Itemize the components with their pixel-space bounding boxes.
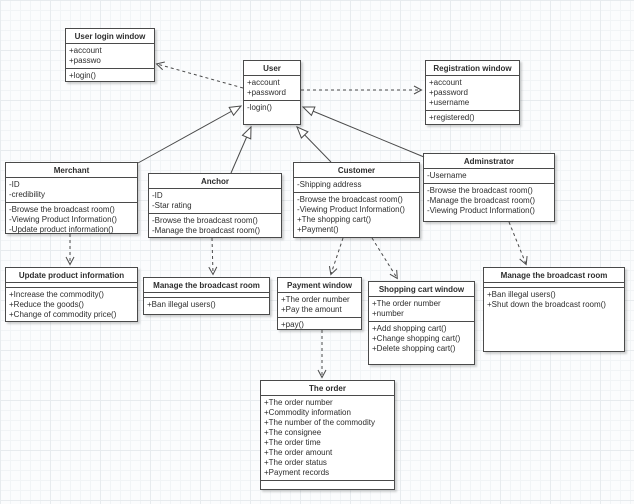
class-manage-broadcast-room-right[interactable] [483, 267, 625, 352]
method: +login() [69, 71, 96, 80]
connector-anchor-to-user[interactable] [231, 127, 251, 173]
method: +Increase the commodity() [9, 290, 104, 299]
class-customer[interactable] [293, 162, 420, 238]
class-title: Manage the broadcast room [153, 281, 260, 290]
attribute: +The order number [372, 299, 441, 308]
class-title: Customer [337, 166, 376, 175]
method: -Update product information() [9, 225, 114, 234]
attribute: -Shipping address [297, 180, 362, 189]
class-manage-broadcast-room-left[interactable] [143, 277, 270, 315]
method: +pay() [281, 320, 304, 329]
method: -Manage the broadcast room() [427, 196, 536, 205]
method: +Payment() [297, 225, 339, 234]
method: -Viewing Product Information() [427, 206, 535, 215]
method: +Ban illegal users() [147, 300, 216, 309]
class-payment-window[interactable] [277, 277, 362, 330]
class-attributes [424, 168, 554, 183]
method: -Manage the broadcast room() [152, 226, 261, 235]
class-user[interactable] [243, 60, 301, 125]
attribute: -Username [427, 171, 467, 180]
class-title: User login window [74, 32, 146, 41]
attribute: +passwo [69, 56, 101, 65]
class-attributes [6, 177, 137, 202]
attribute: +The order status [264, 458, 327, 467]
method: +The shopping cart() [297, 215, 372, 224]
connector-adminstrator-to-manage-broadcast-room[interactable] [509, 222, 526, 264]
method: +Reduce the goods() [9, 300, 84, 309]
connector-user-to-login-window[interactable] [157, 64, 243, 88]
class-title: Anchor [201, 177, 229, 186]
class-registration-window[interactable] [425, 60, 520, 125]
class-the-order[interactable] [260, 380, 395, 490]
class-title: Registration window [433, 64, 512, 73]
class-attributes [369, 296, 474, 321]
class-title: User [263, 64, 281, 73]
attribute: +password [247, 88, 286, 97]
method: -Browse the broadcast room() [297, 195, 403, 204]
class-methods [426, 110, 519, 125]
attribute: -ID [152, 191, 163, 200]
attribute: +Commodity information [264, 408, 351, 417]
attribute: +account [247, 78, 280, 87]
method: +Delete shopping cart() [372, 344, 456, 353]
class-update-product-information[interactable] [5, 267, 138, 322]
class-methods [294, 192, 419, 237]
class-methods [144, 297, 269, 314]
class-methods [6, 287, 137, 322]
class-adminstrator[interactable] [423, 153, 555, 222]
class-methods [424, 183, 554, 221]
class-methods [261, 480, 394, 489]
class-attributes [294, 177, 419, 192]
attribute: +number [372, 309, 404, 318]
method: -Browse the broadcast room() [9, 205, 115, 214]
method: +Change of commodity price() [9, 310, 117, 319]
method: +registered() [429, 113, 475, 122]
class-attributes [66, 43, 154, 68]
method: +Add shopping cart() [372, 324, 447, 333]
method: -login() [247, 103, 272, 112]
attribute: +password [429, 88, 468, 97]
method: +Shut down the broadcast room() [487, 300, 606, 309]
class-methods [484, 287, 624, 351]
class-methods [149, 213, 281, 238]
class-title: Adminstrator [463, 157, 515, 166]
connector-anchor-to-manage-broadcast-room[interactable] [212, 238, 213, 274]
class-anchor[interactable] [148, 173, 282, 238]
method: +Ban illegal users() [487, 290, 556, 299]
class-methods [66, 68, 154, 83]
class-attributes [244, 75, 300, 100]
attribute: +The order amount [264, 448, 333, 457]
class-title: Shopping cart window [378, 285, 465, 294]
method: -Viewing Product Information() [297, 205, 405, 214]
method: -Browse the broadcast room() [152, 216, 258, 225]
class-title: Manage the broadcast room [500, 271, 608, 280]
class-attributes [149, 188, 281, 213]
connector-adminstrator-to-user[interactable] [303, 107, 424, 157]
class-attributes [426, 75, 519, 110]
class-merchant[interactable] [5, 162, 138, 234]
connector-merchant-to-user[interactable] [138, 106, 241, 163]
class-title: Merchant [53, 166, 90, 175]
attribute: +Payment records [264, 468, 330, 477]
attribute: +The order time [264, 438, 321, 447]
class-methods [6, 202, 137, 237]
attribute: +The order number [281, 295, 350, 304]
class-title: The order [309, 384, 346, 393]
connector-customer-to-payment-window[interactable] [331, 238, 343, 274]
class-attributes [261, 395, 394, 480]
attribute: +The order number [264, 398, 333, 407]
class-methods [244, 100, 300, 124]
attribute: +account [429, 78, 462, 87]
class-attributes [278, 292, 361, 317]
class-user-login-window[interactable] [65, 28, 155, 82]
attribute: +The consignee [264, 428, 322, 437]
method: -Browse the broadcast room() [427, 186, 533, 195]
attribute: -credibility [9, 190, 46, 199]
connector-customer-to-shopping-cart-window[interactable] [372, 238, 397, 278]
method: -Viewing Product Information() [9, 215, 117, 224]
class-methods [369, 321, 474, 364]
attribute: -ID [9, 180, 20, 189]
class-title: Update product information [18, 271, 125, 280]
attribute: +The number of the commodity [264, 418, 375, 427]
class-methods [278, 317, 361, 332]
class-shopping-cart-window[interactable] [368, 281, 475, 365]
class-title: Payment window [287, 281, 352, 290]
attribute: +account [69, 46, 102, 55]
attribute: +Pay the amount [281, 305, 342, 314]
connector-customer-to-user[interactable] [297, 127, 331, 162]
attribute: +username [429, 98, 470, 107]
attribute: -Star rating [152, 201, 192, 210]
method: +Change shopping cart() [372, 334, 461, 343]
